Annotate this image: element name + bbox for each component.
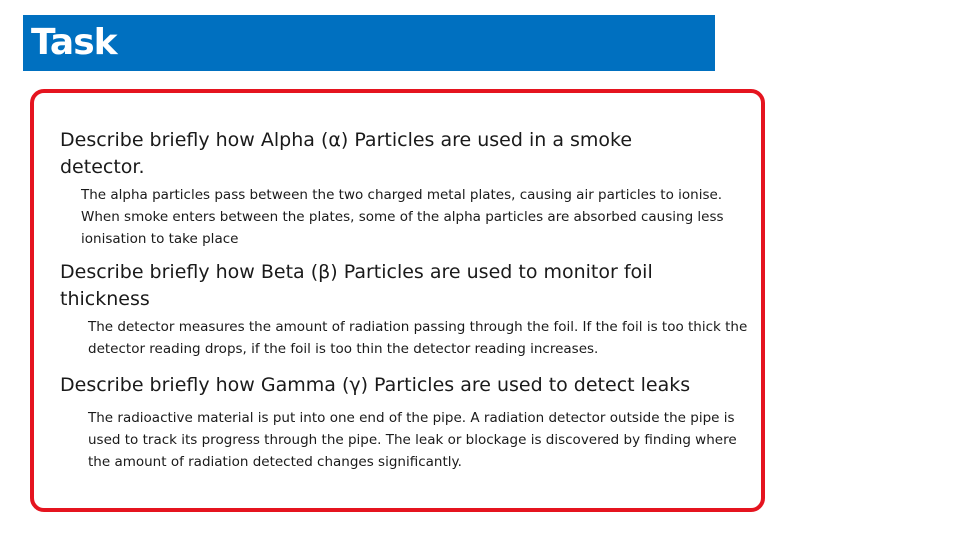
question-beta: Describe briefly how Beta (β) Particles are used to monitor foil thickness [60, 261, 653, 310]
answer-gamma: The radioactive material is put into one end of the pipe. A radiation detector outside the pipe is used to track its progress through the pipe. The leak or blockage is discovered by finding where the amount of radiation detected changes significantly. [88, 410, 737, 470]
answer-beta: The detector measures the amount of radiation passing through the foil. If the foil is too thick the detector reading drops, if the foil is too thin the detector reading increases. [88, 319, 748, 357]
answer-alpha: The alpha particles pass between the two charged metal plates, causing air particles to ionise. When smoke enters between the plates, some of the alpha particles are absorbed causing less ionisation to take place [81, 187, 724, 247]
slide-title: Task [31, 22, 117, 63]
question-gamma: Describe briefly how Gamma (γ) Particles are used to detect leaks [60, 374, 691, 396]
question-alpha: Describe briefly how Alpha (α) Particles are used in a smoke detector. [60, 129, 633, 178]
title-bar [23, 15, 715, 71]
